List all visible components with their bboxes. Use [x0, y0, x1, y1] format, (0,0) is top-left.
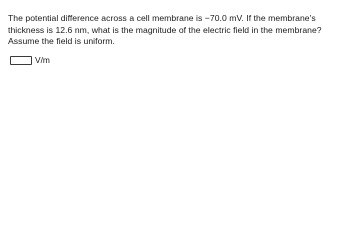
answer-input[interactable]	[10, 56, 32, 65]
question-text: The potential difference across a cell membrane is −70.0 mV. If the membrane's thickness is 12.6 nm, what is the magnitude of the electric field in the membrane? Assume the field is uniform.	[8, 13, 322, 46]
answer-row	[10, 55, 50, 66]
unit-label: V/m	[35, 55, 50, 65]
